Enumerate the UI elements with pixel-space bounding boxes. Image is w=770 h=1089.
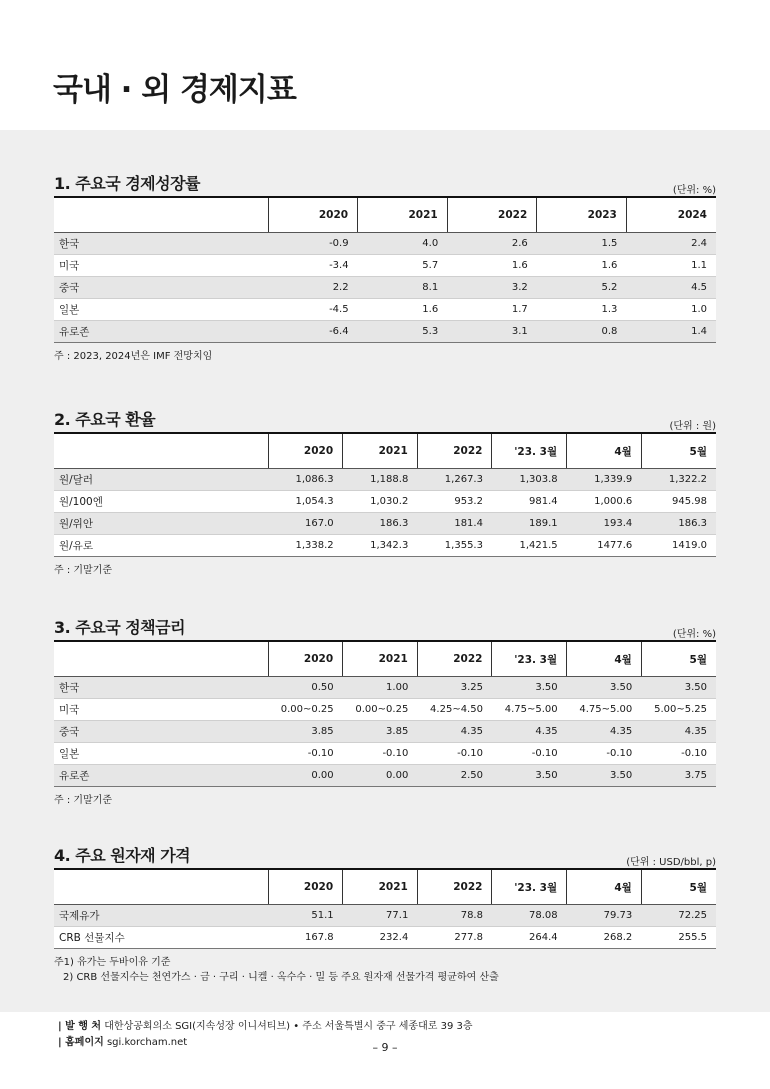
note-line: 주 : 기말기준 [54,565,113,576]
table-cell: 277.8 [417,927,492,949]
table-cell: 1,188.8 [343,469,418,491]
column-header: 4월 [567,641,642,677]
column-header: 2021 [343,869,418,905]
table-cell: 3.50 [641,677,716,699]
section-note [54,793,716,808]
column-header: 2022 [417,433,492,469]
column-header: 2022 [417,641,492,677]
table-cell: 0.8 [537,321,627,343]
data-table [54,868,716,949]
column-header: 4월 [567,433,642,469]
row-label: 유로존 [54,321,268,343]
table-cell: 186.3 [641,513,716,535]
footer-publisher-text: 대한상공회의소 SGI(지속성장 이니셔티브) • 주소 서울특별시 중구 세종대로 39 3층 [104,1021,473,1032]
page-number: – 9 – [372,1041,398,1054]
table-cell: 981.4 [492,491,567,513]
table-cell: -3.4 [268,255,358,277]
header-blank-cell [54,869,268,905]
column-header: 2021 [343,641,418,677]
section-header [54,174,716,196]
table-cell: 181.4 [417,513,492,535]
table-row [54,299,716,321]
table-cell: 1,322.2 [641,469,716,491]
note-line: 주 : 기말기준 [54,795,113,806]
column-header: '23. 3월 [492,433,567,469]
table-cell: 167.8 [268,927,343,949]
column-header: 2023 [537,197,627,233]
table-cell: 78.8 [417,905,492,927]
table-cell: 255.5 [641,927,716,949]
footer-publisher-label: | 발 행 처 [58,1021,102,1032]
section-header [54,618,716,640]
table-cell: 3.50 [492,765,567,787]
table-cell: 1,342.3 [343,535,418,557]
table-cell: 4.75~5.00 [567,699,642,721]
header-blank-cell [54,433,268,469]
row-label: 한국 [54,677,268,699]
table-row [54,491,716,513]
table-cell: 4.35 [567,721,642,743]
table-cell: 0.50 [268,677,343,699]
row-label: 원/달러 [54,469,268,491]
table-cell: 72.25 [641,905,716,927]
table-row [54,513,716,535]
table-cell: -0.10 [567,743,642,765]
table-cell: 1.3 [537,299,627,321]
table-cell: 3.85 [268,721,343,743]
table-cell: 945.98 [641,491,716,513]
table-cell: -0.10 [492,743,567,765]
table-cell: 1.5 [537,233,627,255]
table-cell: 2.4 [626,233,716,255]
table-cell: 1.0 [626,299,716,321]
table-cell: 4.35 [417,721,492,743]
column-header: 4월 [567,869,642,905]
row-label: 일본 [54,743,268,765]
column-header: 2020 [268,641,343,677]
table-row [54,469,716,491]
table-cell: 1477.6 [567,535,642,557]
table-cell: 1,421.5 [492,535,567,557]
table-cell: 1,054.3 [268,491,343,513]
table-cell: 2.6 [447,233,537,255]
table-row [54,321,716,343]
table-cell: 51.1 [268,905,343,927]
table-cell: 2.50 [417,765,492,787]
row-label: 원/위안 [54,513,268,535]
table-cell: 5.3 [358,321,448,343]
table-row [54,927,716,949]
table-cell: 1,355.3 [417,535,492,557]
header-row [54,641,716,677]
table-cell: 0.00 [343,765,418,787]
column-header: 5월 [641,433,716,469]
table-cell: 0.00 [268,765,343,787]
table-cell: 1,030.2 [343,491,418,513]
table-cell: 79.73 [567,905,642,927]
table-cell: 78.08 [492,905,567,927]
table-cell: 5.7 [358,255,448,277]
table-cell: 3.1 [447,321,537,343]
table-row [54,721,716,743]
table-cell: 4.75~5.00 [492,699,567,721]
header-row [54,197,716,233]
note-line: 2) CRB 선물지수는 천연가스 · 금 · 구리 · 니켈 · 옥수수 · 밀 등 주요 원자재 선물가격 평균하여 산출 [63,972,499,983]
table-cell: 1.6 [537,255,627,277]
table-row [54,743,716,765]
footer-homepage-link[interactable]: sgi.korcham.net [106,1037,188,1048]
table-cell: 5.2 [537,277,627,299]
table-cell: -6.4 [268,321,358,343]
note-line: 주1) 유가는 두바이유 기준 [54,957,171,968]
table-cell: 2.2 [268,277,358,299]
column-header: 2020 [268,433,343,469]
table-cell: 1,303.8 [492,469,567,491]
table-row [54,765,716,787]
row-label: 미국 [54,255,268,277]
column-header: 2021 [358,197,448,233]
table-cell: 0.00~0.25 [268,699,343,721]
header-blank-cell [54,197,268,233]
section-commodity-price [54,846,716,985]
table-row [54,699,716,721]
row-label: 국제유가 [54,905,268,927]
note-line: 주 : 2023, 2024년은 IMF 전망치임 [54,351,213,362]
table-cell: 1,086.3 [268,469,343,491]
column-header: 2024 [626,197,716,233]
table-row [54,677,716,699]
table-cell: 193.4 [567,513,642,535]
table-cell: 4.35 [641,721,716,743]
table-cell: 1419.0 [641,535,716,557]
section-title: 1. 주요국 경제성장률 [54,174,200,193]
table-cell: -0.10 [417,743,492,765]
table-row [54,255,716,277]
row-label: 미국 [54,699,268,721]
data-table [54,432,716,557]
table-cell: -0.10 [268,743,343,765]
table-cell: 1.7 [447,299,537,321]
table-row [54,905,716,927]
row-label: 원/100엔 [54,491,268,513]
table-cell: 186.3 [343,513,418,535]
section-title: 4. 주요 원자재 가격 [54,846,191,865]
section-unit: (단위: %) [672,185,716,196]
table-cell: -0.10 [343,743,418,765]
table-cell: 1,267.3 [417,469,492,491]
column-header: 2020 [268,197,358,233]
section-header [54,846,716,868]
section-note [54,349,716,364]
row-label: 원/유로 [54,535,268,557]
table-cell: 8.1 [358,277,448,299]
row-label: 중국 [54,721,268,743]
column-header: '23. 3월 [492,869,567,905]
table-cell: 167.0 [268,513,343,535]
table-cell: 4.5 [626,277,716,299]
header-row [54,869,716,905]
table-cell: 4.0 [358,233,448,255]
data-table [54,196,716,343]
table-cell: -0.10 [641,743,716,765]
row-label: 일본 [54,299,268,321]
column-header: 2020 [268,869,343,905]
section-exchange-rate [54,410,716,578]
section-unit: (단위 : 원) [669,421,716,432]
row-label: CRB 선물지수 [54,927,268,949]
column-header: 2021 [343,433,418,469]
table-cell: 1,338.2 [268,535,343,557]
section-note [54,563,716,578]
table-cell: 3.75 [641,765,716,787]
table-cell: 1.1 [626,255,716,277]
column-header: 5월 [641,641,716,677]
table-cell: 268.2 [567,927,642,949]
section-title: 2. 주요국 환율 [54,410,156,429]
table-cell: 1.6 [447,255,537,277]
data-table [54,640,716,787]
section-unit: (단위 : USD/bbl, p) [626,857,716,868]
column-header: '23. 3월 [492,641,567,677]
header-row [54,433,716,469]
table-cell: 4.25~4.50 [417,699,492,721]
row-label: 유로존 [54,765,268,787]
table-cell: 232.4 [343,927,418,949]
table-cell: 1.6 [358,299,448,321]
page-title: 국내 · 외 경제지표 [53,72,296,108]
section-growth-rate [54,174,716,364]
table-cell: -0.9 [268,233,358,255]
table-cell: 953.2 [417,491,492,513]
table-cell: 77.1 [343,905,418,927]
header-blank-cell [54,641,268,677]
column-header: 5월 [641,869,716,905]
table-cell: 3.25 [417,677,492,699]
footer-publisher [58,1019,473,1035]
table-cell: 0.00~0.25 [343,699,418,721]
section-unit: (단위: %) [672,629,716,640]
table-row [54,535,716,557]
table-cell: 4.35 [492,721,567,743]
table-cell: 1,339.9 [567,469,642,491]
table-row [54,233,716,255]
table-cell: 264.4 [492,927,567,949]
table-cell: 1,000.6 [567,491,642,513]
table-cell: 3.50 [567,677,642,699]
section-header [54,410,716,432]
footer-homepage-label: | 홈페이지 [58,1037,104,1048]
table-cell: 3.50 [492,677,567,699]
column-header: 2022 [417,869,492,905]
column-header: 2022 [447,197,537,233]
table-cell: 1.4 [626,321,716,343]
table-cell: 189.1 [492,513,567,535]
row-label: 한국 [54,233,268,255]
section-note [54,955,716,985]
table-cell: 5.00~5.25 [641,699,716,721]
table-cell: 3.85 [343,721,418,743]
table-cell: 1.00 [343,677,418,699]
row-label: 중국 [54,277,268,299]
table-row [54,277,716,299]
table-cell: -4.5 [268,299,358,321]
table-cell: 3.2 [447,277,537,299]
table-cell: 3.50 [567,765,642,787]
section-title: 3. 주요국 정책금리 [54,618,186,637]
section-policy-rate [54,618,716,808]
